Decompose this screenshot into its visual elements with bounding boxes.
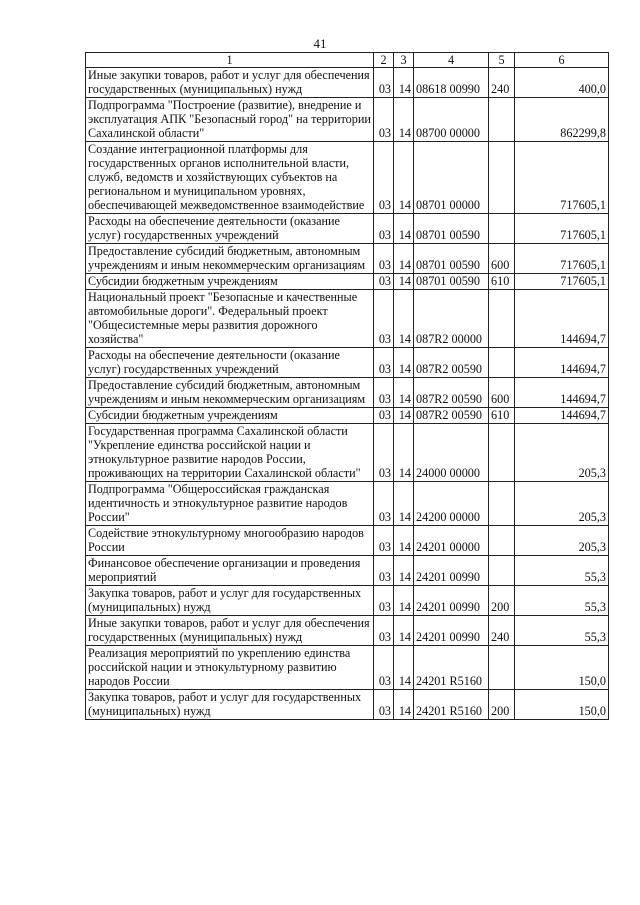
row-name-cell: Финансовое обеспечение организации и проведения мероприятий	[86, 556, 374, 586]
section-cell: 03	[374, 646, 394, 690]
expense-type-cell: 600	[489, 378, 515, 408]
amount-cell: 55,3	[515, 586, 609, 616]
subsection-cell: 14	[394, 556, 414, 586]
row-name-cell: Расходы на обеспечение деятельности (оказание услуг) государственных учреждений	[86, 214, 374, 244]
expense-type-cell	[489, 556, 515, 586]
row-name-cell: Предоставление субсидий бюджетным, автономным учреждениям и иным некоммерческим организациям	[86, 244, 374, 274]
column-header: 4	[414, 53, 489, 68]
subsection-cell: 14	[394, 244, 414, 274]
target-article-cell: 08618 00990	[414, 68, 489, 98]
subsection-cell: 14	[394, 482, 414, 526]
section-cell: 03	[374, 482, 394, 526]
expense-type-cell	[489, 290, 515, 348]
row-name-cell: Закупка товаров, работ и услуг для государственных (муниципальных) нужд	[86, 586, 374, 616]
row-name-cell: Расходы на обеспечение деятельности (оказание услуг) государственных учреждений	[86, 348, 374, 378]
section-cell: 03	[374, 290, 394, 348]
section-cell: 03	[374, 378, 394, 408]
target-article-cell: 24201 00990	[414, 616, 489, 646]
table-row	[86, 142, 609, 214]
amount-cell: 150,0	[515, 646, 609, 690]
amount-cell: 55,3	[515, 616, 609, 646]
subsection-cell: 14	[394, 408, 414, 424]
target-article-cell: 24200 00000	[414, 482, 489, 526]
expense-type-cell: 200	[489, 690, 515, 720]
amount-cell: 717605,1	[515, 274, 609, 290]
section-cell: 03	[374, 526, 394, 556]
row-name-cell: Иные закупки товаров, работ и услуг для обеспечения государственных (муниципальных) нужд	[86, 616, 374, 646]
amount-cell: 717605,1	[515, 142, 609, 214]
amount-cell: 205,3	[515, 526, 609, 556]
table-row	[86, 98, 609, 142]
row-name-cell: Иные закупки товаров, работ и услуг для обеспечения государственных (муниципальных) нужд	[86, 68, 374, 98]
section-cell: 03	[374, 408, 394, 424]
subsection-cell: 14	[394, 586, 414, 616]
subsection-cell: 14	[394, 424, 414, 482]
table-row	[86, 348, 609, 378]
section-cell: 03	[374, 142, 394, 214]
expense-type-cell: 240	[489, 616, 515, 646]
table-row	[86, 424, 609, 482]
amount-cell: 862299,8	[515, 98, 609, 142]
target-article-cell: 24201 R5160	[414, 690, 489, 720]
amount-cell: 144694,7	[515, 348, 609, 378]
column-header: 5	[489, 53, 515, 68]
table-row	[86, 244, 609, 274]
section-cell: 03	[374, 424, 394, 482]
section-cell: 03	[374, 556, 394, 586]
amount-cell: 144694,7	[515, 408, 609, 424]
row-name-cell: Содействие этнокультурному многообразию народов России	[86, 526, 374, 556]
row-name-cell: Подпрограмма "Общероссийская гражданская идентичность и этнокультурное развитие народов России"	[86, 482, 374, 526]
target-article-cell: 24201 00990	[414, 556, 489, 586]
expense-type-cell: 610	[489, 408, 515, 424]
target-article-cell: 087R2 00590	[414, 408, 489, 424]
header-row	[86, 53, 609, 68]
row-name-cell: Реализация мероприятий по укреплению единства российской нации и этнокультурному развитию народов России	[86, 646, 374, 690]
table-row	[86, 690, 609, 720]
amount-cell: 205,3	[515, 424, 609, 482]
table-row	[86, 214, 609, 244]
expense-type-cell	[489, 348, 515, 378]
target-article-cell: 08701 00590	[414, 214, 489, 244]
section-cell: 03	[374, 68, 394, 98]
table-row	[86, 482, 609, 526]
table-row	[86, 526, 609, 556]
expense-type-cell: 240	[489, 68, 515, 98]
subsection-cell: 14	[394, 274, 414, 290]
section-cell: 03	[374, 274, 394, 290]
amount-cell: 717605,1	[515, 214, 609, 244]
expense-type-cell	[489, 646, 515, 690]
target-article-cell: 24201 R5160	[414, 646, 489, 690]
subsection-cell: 14	[394, 690, 414, 720]
row-name-cell: Подпрограмма "Построение (развитие), внедрение и эксплуатация АПК "Безопасный город" на территории Сахалинской области"	[86, 98, 374, 142]
row-name-cell: Создание интеграционной платформы для государственных органов исполнительной власти, служб, ведомств и хозяйствующих субъектов на региональном и муниципальном уровнях, обеспечивающей межведомственное взаимодействие	[86, 142, 374, 214]
column-header: 1	[86, 53, 374, 68]
table-row	[86, 616, 609, 646]
section-cell: 03	[374, 348, 394, 378]
subsection-cell: 14	[394, 526, 414, 556]
section-cell: 03	[374, 98, 394, 142]
amount-cell: 144694,7	[515, 378, 609, 408]
expense-type-cell	[489, 482, 515, 526]
section-cell: 03	[374, 586, 394, 616]
amount-cell: 150,0	[515, 690, 609, 720]
target-article-cell: 087R2 00590	[414, 348, 489, 378]
target-article-cell: 08701 00000	[414, 142, 489, 214]
expense-type-cell: 600	[489, 244, 515, 274]
row-name-cell: Предоставление субсидий бюджетным, автономным учреждениям и иным некоммерческим организациям	[86, 378, 374, 408]
amount-cell: 144694,7	[515, 290, 609, 348]
subsection-cell: 14	[394, 98, 414, 142]
section-cell: 03	[374, 616, 394, 646]
amount-cell: 400,0	[515, 68, 609, 98]
target-article-cell: 24201 00990	[414, 586, 489, 616]
subsection-cell: 14	[394, 290, 414, 348]
target-article-cell: 24000 00000	[414, 424, 489, 482]
table-row	[86, 646, 609, 690]
target-article-cell: 08700 00000	[414, 98, 489, 142]
amount-cell: 205,3	[515, 482, 609, 526]
row-name-cell: Субсидии бюджетным учреждениям	[86, 408, 374, 424]
amount-cell: 717605,1	[515, 244, 609, 274]
expense-type-cell	[489, 142, 515, 214]
row-name-cell: Закупка товаров, работ и услуг для государственных (муниципальных) нужд	[86, 690, 374, 720]
expense-type-cell: 610	[489, 274, 515, 290]
amount-cell: 55,3	[515, 556, 609, 586]
expense-type-cell	[489, 98, 515, 142]
row-name-cell: Субсидии бюджетным учреждениям	[86, 274, 374, 290]
column-header: 6	[515, 53, 609, 68]
subsection-cell: 14	[394, 646, 414, 690]
subsection-cell: 14	[394, 68, 414, 98]
subsection-cell: 14	[394, 142, 414, 214]
target-article-cell: 087R2 00590	[414, 378, 489, 408]
section-cell: 03	[374, 690, 394, 720]
column-header: 3	[394, 53, 414, 68]
expense-type-cell	[489, 526, 515, 556]
table-row	[86, 378, 609, 408]
subsection-cell: 14	[394, 378, 414, 408]
expense-type-cell	[489, 424, 515, 482]
table-row	[86, 290, 609, 348]
budget-table	[85, 52, 609, 720]
table-row	[86, 68, 609, 98]
subsection-cell: 14	[394, 616, 414, 646]
target-article-cell: 08701 00590	[414, 244, 489, 274]
row-name-cell: Государственная программа Сахалинской области "Укрепление единства российской нации и этнокультурное развитие народов России, проживающих на территории Сахалинской области"	[86, 424, 374, 482]
column-header: 2	[374, 53, 394, 68]
section-cell: 03	[374, 214, 394, 244]
table-row	[86, 556, 609, 586]
expense-type-cell: 200	[489, 586, 515, 616]
expense-type-cell	[489, 214, 515, 244]
target-article-cell: 08701 00590	[414, 274, 489, 290]
section-cell: 03	[374, 244, 394, 274]
subsection-cell: 14	[394, 348, 414, 378]
table-row	[86, 408, 609, 424]
table-row	[86, 586, 609, 616]
target-article-cell: 087R2 00000	[414, 290, 489, 348]
table-row	[86, 274, 609, 290]
page-number: 41	[313, 36, 327, 51]
subsection-cell: 14	[394, 214, 414, 244]
row-name-cell: Национальный проект "Безопасные и качественные автомобильные дороги". Федеральный проект "Общесистемные меры развития дорожного хозяйства"	[86, 290, 374, 348]
target-article-cell: 24201 00000	[414, 526, 489, 556]
